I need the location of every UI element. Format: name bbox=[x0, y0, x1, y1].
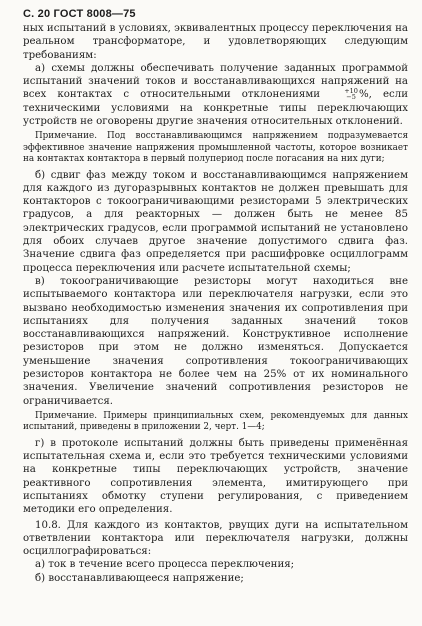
paragraph-item-b: б) сдвиг фаз между током и восстанавливающимся напряжением для каждого из дугоразрывных контактов не должен превышать для контакторов с токоограничивающими резисторами 5 электрических градусов, а для реакторных — должен быть не менее 85 электрических градусов, если программой испытаний не установлено для обоих случаев другое значение допустимого сдвига фаз. Значение сдвига фаз определяется при расшифровке осциллограмм процесса переключения или расчете испытательной схемы; bbox=[23, 169, 408, 274]
tolerance-lower: −5 bbox=[346, 93, 356, 102]
paragraph-10-8-b: б) восстанавливающееся напряжение; bbox=[35, 572, 244, 584]
paragraph-10-8: 10.8. Для каждого из контактов, рвущих дуги на испытательном ответвлении контактора или переключателя нагрузки, должны осциллографироваться: bbox=[23, 519, 408, 558]
document-body bbox=[23, 22, 408, 585]
note-2: Примечание. Примеры принципиальных схем, рекомендуемых для данных испытаний, приведены в приложении 2, черт. 1—4; bbox=[23, 410, 408, 433]
tolerance-fraction bbox=[332, 88, 358, 100]
paragraph-10-8-a: а) ток в течение всего процесса переключения; bbox=[35, 559, 295, 571]
item-a-text-end: %, если техническими условиями на конкретные типы переключающих устройств не оговорены другие значения относительных отклонений. bbox=[23, 89, 408, 128]
item-a-text: а) схемы должны обеспечивать получение заданных программой испытаний значений токов и восстанавливающихся напряжений на всех контактах с относительными отклонениями bbox=[23, 62, 408, 101]
paragraph-item-v: в) токоограничивающие резисторы могут находиться вне испытываемого контактора или переключателя нагрузки, если это вызвано необходимостью изменения значения их сопротивления при испытаниях для получения заданных значений токов восстанавливающихся напряжений. Конструктивное исполнение резисторов при этом не должно изменяться. Допускается уменьшение значения сопротивления токоограничивающих резисторов контактора не более чем на 25% от их номинального значения. Увеличение значений сопротивления резисторов не ограничивается. bbox=[23, 275, 408, 407]
paragraph-continuation: ных испытаний в условиях, эквивалентных процессу переключения на реальном трансформаторе, и удовлетворяющих следующим требованиям: bbox=[23, 23, 408, 61]
page-header: С. 20 ГОСТ 8008—75 bbox=[23, 8, 136, 20]
note-1: Примечание. Под восстанавливающимся напряжением подразумевается эффективное значение напряжения промышленной частоты, которое возникает на контактах контактора в первый полупериод после погасания на них дуги; bbox=[23, 131, 408, 165]
paragraph-item-a bbox=[23, 62, 408, 128]
tolerance-upper: +10 bbox=[344, 87, 358, 96]
paragraph-item-g: г) в протоколе испытаний должны быть приведены применённая испытательная схема и, если это требуется техническими условиями на конкретные типы переключающих устройств, значение реактивного сопротивления элемента, имитирующего при испытаниях обмотку ступени регулирования, с приведением методики его определения. bbox=[23, 437, 408, 516]
